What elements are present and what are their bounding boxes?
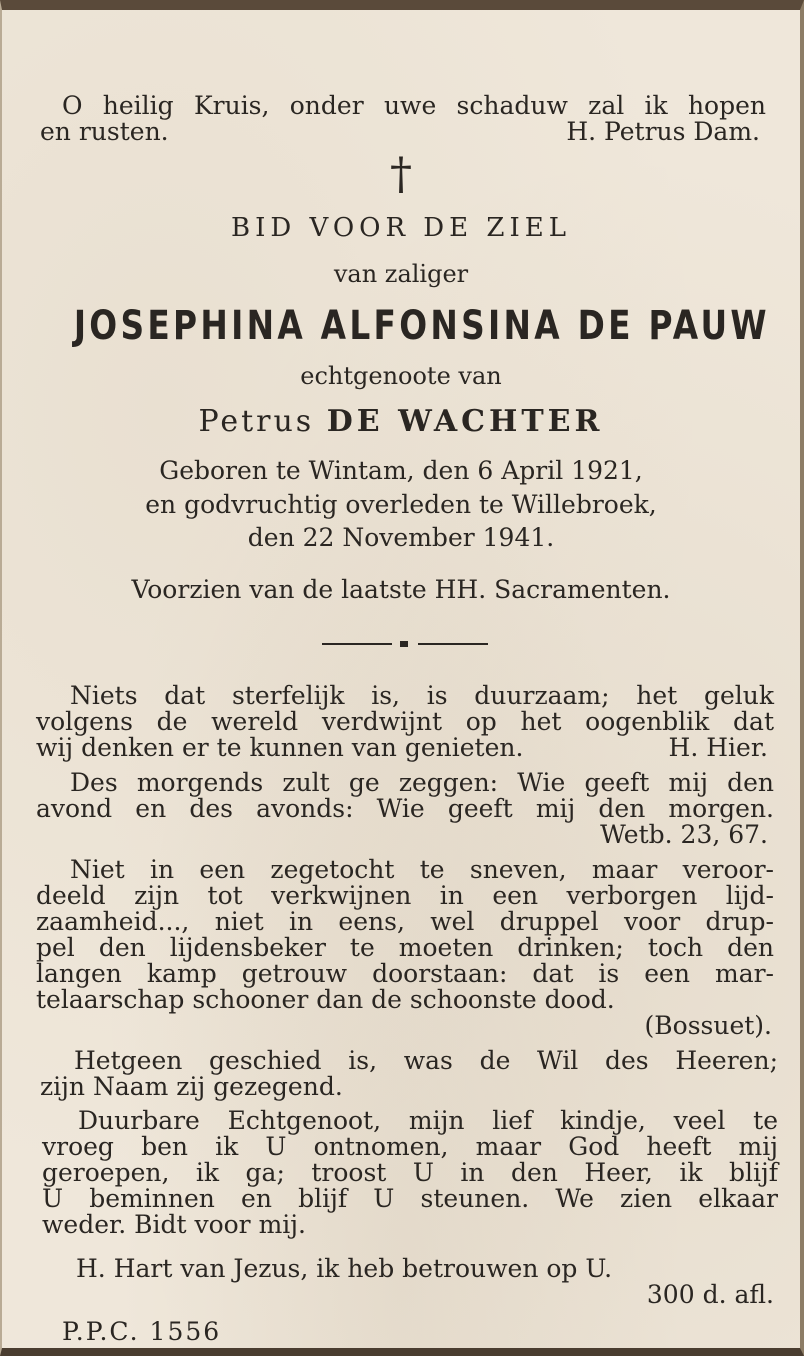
husband-last-name: DE WACHTER bbox=[326, 404, 604, 439]
spouse-of-text: echtgenoote van bbox=[300, 362, 502, 390]
passage-5-line-2: vroeg ben ik U ontnomen, maar God heeft mij bbox=[42, 1132, 778, 1161]
husband-first-name: Petrus bbox=[198, 404, 315, 439]
passage-3-source: (Bossuet). bbox=[644, 1011, 772, 1040]
cross-icon: † bbox=[390, 149, 412, 200]
epigraph-line-2: en rusten. bbox=[40, 117, 169, 146]
passage-1-source: H. Hier. bbox=[668, 733, 768, 762]
death-date-line: den 22 November 1941. bbox=[247, 523, 555, 552]
epigraph-attribution: H. Petrus Dam. bbox=[566, 117, 760, 146]
passage-5-line-5: weder. Bidt voor mij. bbox=[42, 1210, 306, 1239]
passage-4-line-2: zijn Naam zij gezegend. bbox=[40, 1072, 343, 1101]
passage-1-line-3: wij denken er te kunnen van genieten. bbox=[36, 733, 524, 762]
passage-6-line-1: H. Hart van Jezus, ik heb betrouwen op U. bbox=[76, 1254, 613, 1283]
printer-code: P.P.C. 1556 bbox=[62, 1317, 222, 1346]
passage-3-line-1: Niet in een zegetocht te sneven, maar veroor- bbox=[70, 855, 774, 884]
passage-2-source: Wetb. 23, 67. bbox=[600, 820, 768, 849]
passage-1-line-1: Niets dat sterfelijk is, is duurzaam; het geluk bbox=[70, 681, 774, 710]
indulgence-text: 300 d. afl. bbox=[646, 1280, 774, 1309]
passage-5-line-1: Duurbare Echtgenoot, mijn lief kindje, veel te bbox=[78, 1106, 778, 1135]
passage-3-line-2: deeld zijn tot verkwijnen in een verborgen lijd- bbox=[36, 881, 774, 910]
passage-3-line-3: zaamheid..., niet in eens, wel druppel voor drup- bbox=[36, 907, 774, 936]
passage-3-line-6: telaarschap schooner dan de schoonste dood. bbox=[36, 985, 615, 1014]
husband-name bbox=[2, 406, 800, 438]
passage-3-line-5: langen kamp getrouw doorstaan: dat is een mar- bbox=[36, 959, 774, 988]
passage-3-line-4: pel den lijdensbeker te moeten drinken; toch den bbox=[36, 933, 774, 962]
passage-2-line-1: Des morgends zult ge zeggen: Wie geeft mij den bbox=[70, 768, 774, 797]
passage-1-line-2: volgens de wereld verdwijnt op het oogenblik dat bbox=[36, 707, 774, 736]
death-line: en godvruchtig overleden te Willebroek, bbox=[145, 490, 657, 519]
passage-5-line-3: geroepen, ik ga; troost U in den Heer, ik blijf bbox=[42, 1158, 778, 1187]
birth-line: Geboren te Wintam, den 6 April 1921, bbox=[159, 456, 643, 485]
van-zaliger-text: van zaliger bbox=[333, 260, 469, 288]
passage-5-line-4: U beminnen en blijf U steunen. We zien elkaar bbox=[42, 1184, 778, 1213]
prayer-heading: BID VOOR DE ZIEL bbox=[231, 213, 571, 243]
passage-2-line-2: avond en des avonds: Wie geeft mij den morgen. bbox=[36, 794, 774, 823]
ornamental-divider bbox=[322, 641, 492, 647]
passage-4-line-1: Hetgeen geschied is, was de Wil des Heeren; bbox=[74, 1046, 778, 1075]
epigraph-line-1: O heilig Kruis, onder uwe schaduw zal ik hopen bbox=[62, 91, 766, 120]
deceased-name: JOSEPHINA ALFONSINA DE PAUW bbox=[73, 303, 770, 349]
sacraments-line: Voorzien van de laatste HH. Sacramenten. bbox=[131, 575, 671, 604]
